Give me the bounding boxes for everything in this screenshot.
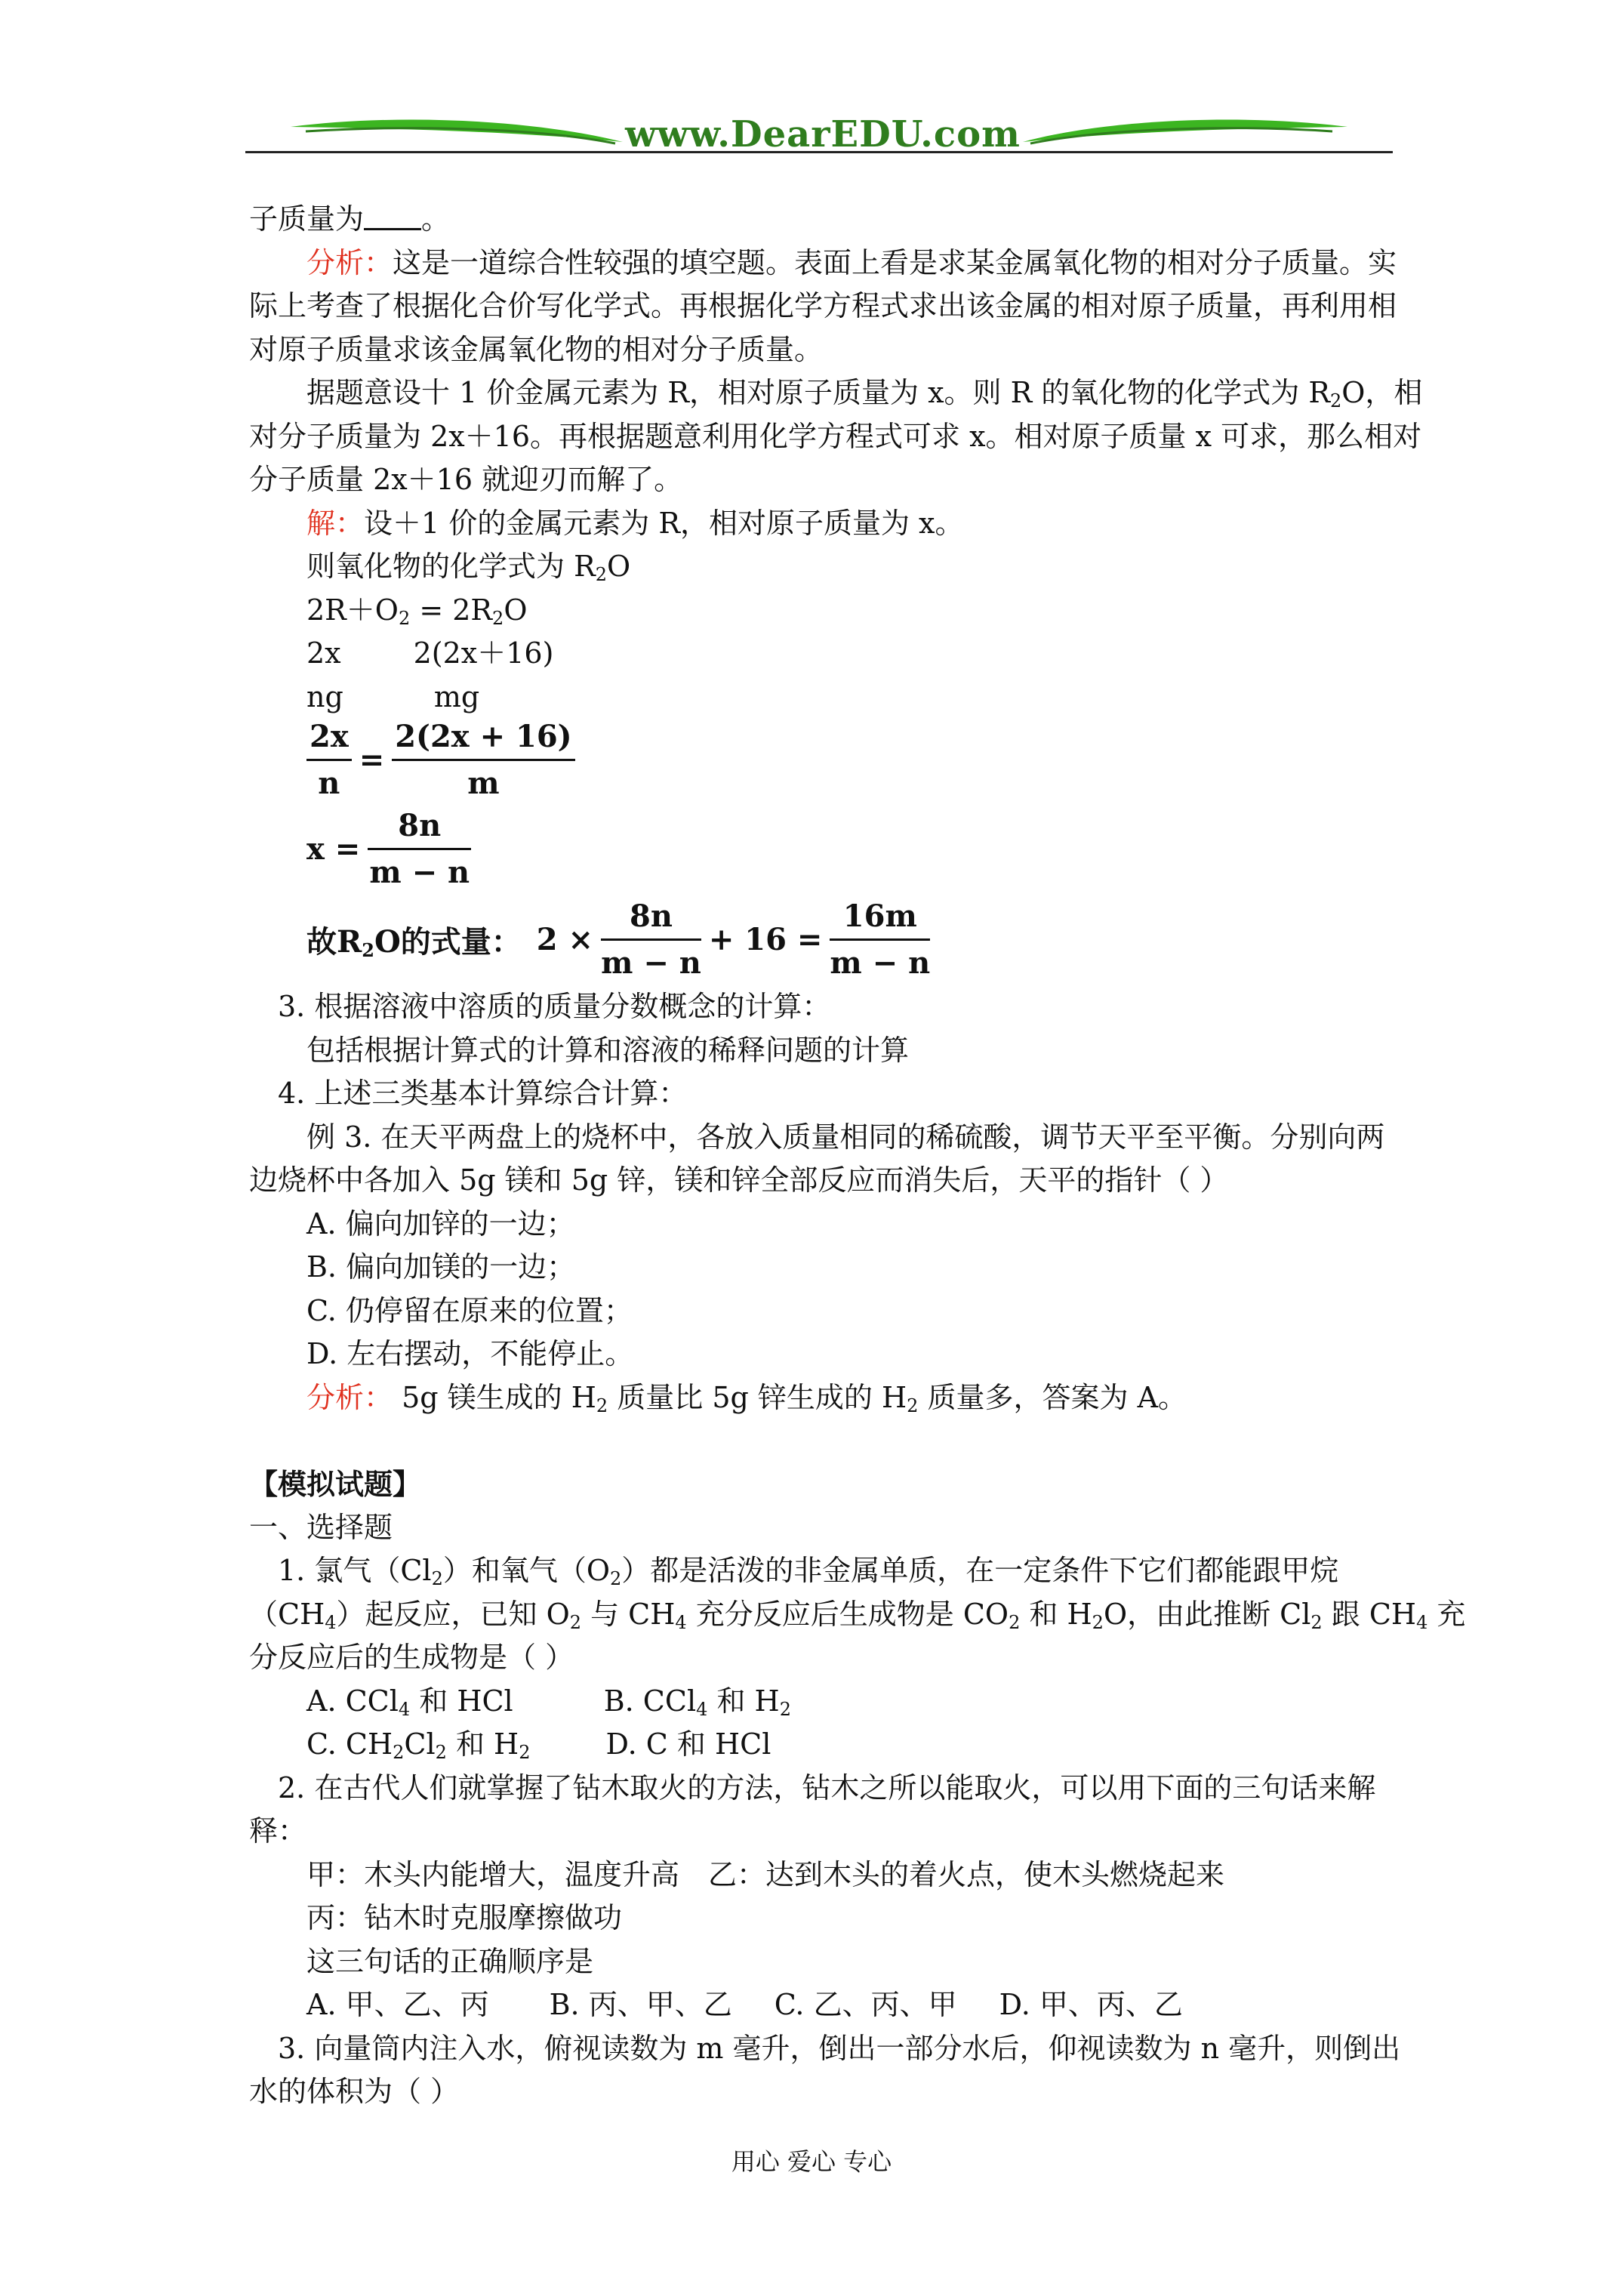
- text-line: 包括根据计算式的计算和溶液的稀释问题的计算: [306, 1033, 910, 1067]
- fraction: $\frac{16m}{m - n}$: [830, 898, 931, 981]
- option-line: C. 仍停留在原来的位置；: [306, 1293, 633, 1327]
- option-line: A. CCl$_4$ 和 HCl B. CCl$_4$ 和 $H_2$: [306, 1684, 791, 1720]
- equation-line: ng mg: [306, 680, 480, 713]
- header-banner: [245, 106, 1393, 166]
- analysis-label: 分析：: [306, 1380, 393, 1414]
- header-divider: [245, 151, 1393, 153]
- formula-result: 故$R_2O$的式量： 2 × $\frac{8n}{m - n}$ + 16 = $\frac{16m}{m - n}$: [306, 898, 931, 981]
- question-line: 水的体积为（ ）: [249, 2075, 460, 2108]
- answer-blank: [364, 205, 421, 230]
- text-line: 4. 上述三类基本计算综合计算：: [278, 1077, 688, 1110]
- question-line: 释：: [249, 1814, 307, 1848]
- text-line: 分析： 5g 镁生成的 $H_2$ 质量比 5g 锌生成的 $H_2$ 质量多，答案为 A。: [306, 1380, 1187, 1416]
- fraction: $\frac{2x}{n}$: [306, 719, 352, 801]
- text-line: 对分子质量为 2x＋16。再根据题意利用化学方程式可求 x。相对原子质量 x 可求，那么相对: [249, 419, 1422, 453]
- text-line: 则氧化物的化学式为 $R_2O$: [306, 550, 631, 585]
- option-line: A. 甲、乙、丙 B. 丙、甲、乙 C. 乙、丙、甲 D. 甲、丙、乙: [306, 1988, 1183, 2021]
- equation-line: $2R+O_2 = 2R_2O$: [306, 593, 528, 629]
- text-line: 据题意设十 1 价金属元素为 R，相对原子质量为 x。则 R 的氧化物的化学式为 $R_2O$，相: [306, 376, 1423, 411]
- section-title: 【模拟试题】: [249, 1467, 422, 1501]
- text-line: 边烧杯中各加入 5g 镁和 5g 锌，镁和锌全部反应而消失后，天平的指针（ ）: [249, 1163, 1229, 1197]
- text-line: 对原子质量求该金属氧化物的相对分子质量。: [249, 332, 824, 366]
- option-line: C. $CH_2Cl_2$ 和 $H_2$ D. C 和 HCl: [306, 1727, 771, 1763]
- page-footer: 用心 爱心 专心: [731, 2147, 892, 2176]
- question-line: 3. 向量筒内注入水，俯视读数为 m 毫升，倒出一部分水后，仰视读数为 n 毫升，则倒出: [278, 2031, 1401, 2065]
- question-line: 2. 在古代人们就掌握了钻木取火的方法，钻木之所以能取火，可以用下面的三句话来解: [278, 1771, 1376, 1804]
- option-line: A. 偏向加锌的一边；: [306, 1207, 575, 1240]
- text-line: 分析：这是一道综合性较强的填空题。表面上看是求某金属氧化物的相对分子质量。实: [306, 245, 1397, 279]
- question-line: 这三句话的正确顺序是: [306, 1944, 594, 1978]
- solution-label: 解：: [306, 506, 365, 540]
- formula-ratio: $\frac{2x}{n}$ = $\frac{2(2x + 16)}{m}$: [306, 719, 1397, 802]
- site-logo: www.DearEDU.com: [625, 113, 1021, 156]
- main-content: [249, 198, 1466, 2114]
- question-line: $(CH_4)$起反应，已知 $O_2$ 与 $CH_4$ 充分反应后生成物是 $CO_2$ 和 $H_2O$，由此推断 $Cl_2$ 跟 $CH_4$ 充: [249, 1597, 1466, 1633]
- section-subtitle: 一、选择题: [249, 1510, 393, 1544]
- question-line: 甲：木头内能增大，温度升高 乙：达到木头的着火点，使木头燃烧起来: [306, 1857, 1225, 1891]
- text-line: 解：设＋1 价的金属元素为 R，相对原子质量为 x。: [306, 506, 964, 540]
- fraction: $\frac{2(2x + 16)}{m}$: [392, 719, 574, 801]
- question-line: 1. 氯气$(Cl_2)$和氧气$(O_2)$都是活泼的非金属单质，在一定条件下它们都能跟甲烷: [278, 1554, 1339, 1589]
- option-line: B. 偏向加镁的一边；: [306, 1250, 576, 1284]
- equation-line: 2x 2(2x＋16): [306, 636, 554, 670]
- question-line: 分反应后的生成物是（ ）: [249, 1641, 574, 1674]
- text-line: 子质量为 。: [249, 202, 451, 236]
- formula-x: x = $\frac{8n}{m - n}$: [306, 808, 1397, 891]
- fraction: $\frac{8n}{m - n}$: [601, 898, 701, 981]
- fraction: $\frac{8n}{m - n}$: [368, 808, 471, 890]
- option-line: D. 左右摆动，不能停止。: [306, 1337, 634, 1370]
- text-line: 分子质量 2x＋16 就迎刃而解了。: [249, 463, 683, 496]
- text-line: 例 3. 在天平两盘上的烧杯中，各放入质量相同的稀硫酸，调节天平至平衡。分别向两: [306, 1120, 1385, 1154]
- analysis-label: 分析：: [306, 245, 393, 279]
- text-line: 3. 根据溶液中溶质的质量分数概念的计算：: [278, 990, 831, 1023]
- text-line: 际上考查了根据化合价写化学式。再根据化学方程式求出该金属的相对原子质量，再利用相: [249, 289, 1397, 322]
- question-line: 丙：钻木时克服摩擦做功: [306, 1901, 623, 1934]
